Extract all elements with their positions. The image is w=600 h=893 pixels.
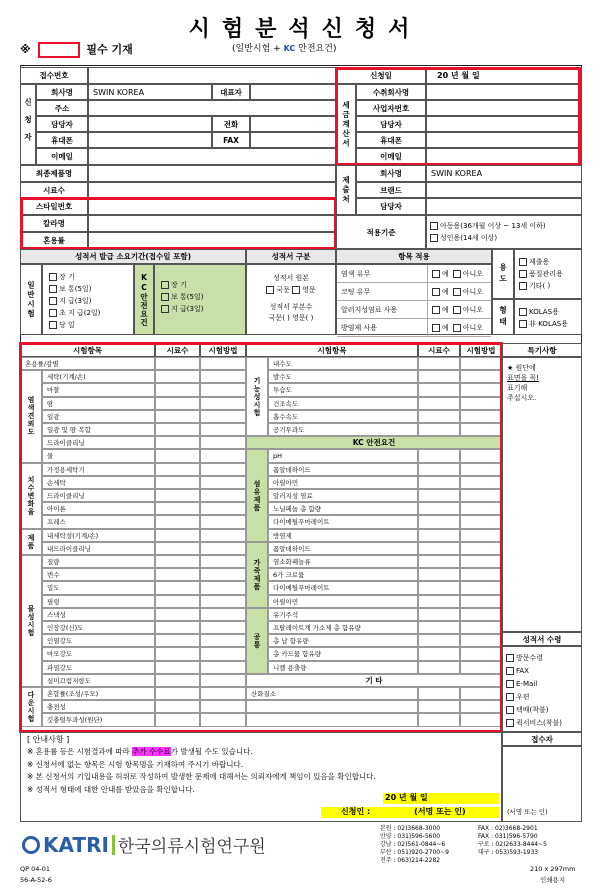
apply-item-row — [337, 265, 491, 283]
color-label: 칼라명 — [20, 215, 88, 232]
date-field[interactable]: 20 년 월 일 — [426, 67, 582, 84]
test-item-label: 파열강도 — [42, 661, 155, 674]
option-label: 퀵서비스(착불) — [516, 719, 563, 727]
invoice-required-box — [335, 67, 581, 166]
checkbox-icon — [49, 273, 57, 281]
checkbox-icon — [161, 281, 169, 289]
report-copies-label: 성적서 부본수 — [269, 303, 313, 311]
test-item-label: 내수도 — [268, 357, 418, 370]
reception-sign-box[interactable] — [502, 746, 582, 822]
test-item-label: 질량 — [42, 555, 155, 568]
test-item-label: 6가 크로뮴 — [268, 568, 418, 581]
option-label: 당 일 — [59, 321, 75, 329]
invoice-mobile-label: 휴대폰 — [356, 132, 426, 148]
reception-no-field[interactable] — [88, 67, 336, 84]
test-item-label: 혼합률(조성/우모) — [42, 687, 155, 700]
maker-manager-field[interactable] — [426, 198, 582, 215]
standard-options — [426, 215, 582, 249]
guide-line-2: ※ 신청서에 없는 항목은 시험 항목명을 기재하여 주시기 바랍니다. — [27, 759, 244, 769]
bizno-label: 사업자번호 — [356, 100, 426, 116]
usage-option-0[interactable] — [519, 258, 577, 266]
checkbox-icon — [519, 270, 527, 278]
test-item-label: 투습도 — [268, 383, 418, 396]
other-header: 기 타 — [246, 674, 502, 687]
invoice-manager-label: 담당자 — [356, 116, 426, 132]
kc-logo: KC — [283, 44, 296, 53]
kc-requirements-header: KC 안전요건 — [246, 436, 502, 449]
apply-no-option[interactable]: 아니오 — [453, 323, 483, 333]
maker-company-label: 회사명 — [356, 165, 426, 182]
apply-item-label: 염색 유무 — [337, 265, 428, 282]
receipt-options — [502, 646, 582, 732]
apply-item-row — [337, 301, 491, 319]
checkbox-icon — [432, 306, 440, 314]
right-item-header: 시험항목 — [246, 343, 418, 357]
apply-item-row — [337, 283, 491, 301]
test-item-label: 스낵성 — [42, 608, 155, 621]
checkbox-icon — [506, 719, 514, 727]
reception-header: 접수자 — [502, 732, 582, 746]
doc-code-2: 56-A-52-6 — [20, 876, 52, 884]
special-note-line: 주십시오. — [507, 394, 537, 402]
contact-line: 안양 : 031)596-5600 — [380, 833, 441, 840]
page-title: 시험분석신청서 — [188, 17, 422, 42]
paper-type: 인쇄용지 — [540, 876, 566, 884]
special-note-line: 표기해 — [507, 384, 528, 392]
brand-field[interactable] — [426, 182, 582, 198]
checkbox-icon — [430, 222, 438, 230]
apply-item-row — [337, 319, 491, 337]
date-label: 신청일 — [336, 67, 426, 84]
option-label: 장 기 — [171, 281, 187, 289]
brand-label: 브랜드 — [356, 182, 426, 198]
apply-items-box — [336, 264, 492, 335]
kc-period-option-1[interactable] — [161, 293, 239, 301]
final-product-label: 최종제품명 — [20, 165, 88, 182]
test-group-side: 염색견뢰도 — [20, 370, 42, 462]
fax-field[interactable] — [250, 132, 336, 148]
checkbox-icon — [49, 309, 57, 317]
test-item-label: 방염제 — [268, 529, 418, 542]
form-side: 형태 — [492, 299, 514, 335]
checkbox-icon — [432, 270, 440, 278]
apply-no-option[interactable]: 아니오 — [453, 305, 483, 315]
special-notes-header: 특기사항 — [502, 343, 582, 357]
test-item-label: 인열강도 — [42, 634, 155, 647]
general-period-option-1[interactable] — [49, 285, 127, 293]
usage-options — [514, 249, 582, 299]
checkbox-icon — [506, 680, 514, 688]
kc-period-options — [154, 264, 246, 335]
standard-adult-option[interactable]: 성인용(14세 이상) — [430, 234, 578, 242]
company-label: 회사명 — [36, 84, 88, 100]
mobile-label: 휴대폰 — [36, 132, 88, 148]
test-item-label: 번수 — [42, 568, 155, 581]
option-label: KOLAS용 — [529, 308, 559, 316]
option-label: FAX — [516, 667, 529, 675]
form-option-1[interactable] — [519, 320, 577, 328]
test-group-side: 물성시험 — [20, 555, 42, 687]
checkbox-icon — [49, 285, 57, 293]
required-note: ※ 필수 기재 — [20, 43, 133, 56]
option-label: 방문수령 — [516, 654, 544, 662]
report-type-header: 성적서 구분 — [246, 249, 336, 264]
test-item-label: 내세탁성(기계/손) — [42, 529, 155, 542]
checkbox-icon — [519, 308, 527, 316]
option-label: 초 지 급(2일) — [59, 309, 101, 317]
test-group-side: 치수변화율 — [20, 463, 42, 529]
option-label: 제출용 — [529, 258, 550, 266]
apply-yes-option[interactable]: 예 — [432, 287, 449, 297]
katri-logo: KATRI 한국의류시험연구원 — [22, 832, 266, 857]
fax-label: FAX — [212, 132, 250, 148]
checkbox-icon — [49, 321, 57, 329]
guide-line-1: ※ 혼용률 등은 시험결과에 따라 추가 수수료가 발생될 수도 있습니다. — [27, 747, 253, 756]
option-label: 보 통(5일) — [59, 285, 92, 293]
test-item-label: 혼용률/감별 — [20, 357, 155, 370]
checkbox-icon — [453, 270, 461, 278]
checkbox-icon — [266, 286, 274, 294]
style-no-label: 스타일번호 — [20, 198, 88, 215]
special-note-line: 표면을 꼭! — [507, 374, 540, 382]
test-item-label: 건조속도 — [268, 397, 418, 410]
contacts-right — [478, 826, 547, 858]
contact-line: 본원 : 02)3668-3000 — [380, 825, 441, 832]
test-item-label: 프레스 — [42, 515, 155, 528]
test-item-label: 일광 — [42, 410, 155, 423]
contact-line: FAX : 02)3668-2901 — [478, 825, 538, 832]
paper-size: 210 x 297mm — [530, 865, 576, 873]
test-item-label: 아릴아민 — [268, 595, 418, 608]
general-period-option-0[interactable] — [49, 273, 127, 281]
checkbox-icon — [519, 320, 527, 328]
right-method-header: 시험방법 — [460, 343, 502, 357]
final-product-field[interactable] — [88, 165, 336, 182]
test-group-side: 섬유제품 — [246, 449, 268, 541]
doc-code-1: QP 04-01 — [20, 865, 50, 873]
test-item-label: 노닐페놀 총 함량 — [268, 502, 418, 515]
test-item-label: 필링 — [42, 595, 155, 608]
test-group-side: 기능성시험 — [246, 357, 268, 436]
test-item-label: 드라이클리닝 — [42, 436, 155, 449]
test-item-label: 물 — [42, 449, 155, 462]
sample-count-field[interactable] — [88, 182, 336, 198]
test-item-label: 가정용세탁기 — [42, 463, 155, 476]
usage-option-2[interactable] — [519, 282, 577, 290]
test-item-label: 일광 및 땀 복합 — [42, 423, 155, 436]
checkbox-icon — [506, 667, 514, 675]
kc-period-option-0[interactable] — [161, 281, 239, 289]
option-label: 우편 — [516, 693, 530, 701]
address-label: 주소 — [36, 100, 88, 116]
guide-signature[interactable]: 신청인 : (서명 또는 인) — [321, 807, 499, 818]
general-period-option-4[interactable] — [49, 321, 127, 329]
option-label: 지 급(3일) — [59, 297, 92, 305]
reception-no-label: 접수번호 — [20, 67, 88, 84]
report-copies-field[interactable]: 국문( ) 영문( ) — [268, 314, 314, 322]
checkbox-icon — [432, 288, 440, 296]
guide-box — [20, 732, 502, 822]
contact-line: 대구 : 053)593-1933 — [478, 849, 539, 856]
test-item-label: 충전성 — [42, 700, 155, 713]
test-item-label: 아이론 — [42, 502, 155, 515]
special-notes-box[interactable] — [502, 357, 582, 632]
test-group-side: 공통 — [246, 608, 268, 674]
test-item-label: 마찰 — [42, 383, 155, 396]
guide-header: [ 안내사항 ] — [27, 735, 70, 744]
left-samples-header: 시료수 — [155, 343, 200, 357]
test-item-label: pH — [268, 449, 418, 462]
usage-option-1[interactable] — [519, 270, 577, 278]
general-test-side: 일반시험 — [20, 264, 42, 335]
test-item-label: 내드라이클리닝 — [42, 542, 155, 555]
apply-items-header: 항목 적용 — [336, 249, 492, 264]
test-item-label: 발수도 — [268, 370, 418, 383]
test-item-label: 깃충털투과성(원단) — [42, 713, 155, 726]
test-item-label: 공기투과도 — [268, 423, 418, 436]
mobile-field[interactable] — [88, 132, 212, 148]
checkbox-icon — [161, 305, 169, 313]
test-item-label: 마모강도 — [42, 647, 155, 660]
option-label: E-Mail — [516, 680, 538, 688]
test-item-label: 폼알데하이드 — [268, 463, 418, 476]
test-item-label: 밀도 — [42, 581, 155, 594]
address-field[interactable] — [88, 100, 336, 116]
apply-item-label: 알러지성염료 사용 — [337, 301, 428, 318]
general-period-option-2[interactable] — [49, 297, 127, 305]
kc-period-side: KC안전요건 — [134, 264, 154, 335]
test-item-label: 다이메틸푸마레이트 — [268, 581, 418, 594]
guide-line-4: ※ 성적서 형태에 대한 안내를 받았음을 확인합니다. — [27, 784, 195, 794]
checkbox-icon — [453, 324, 461, 332]
checkbox-icon — [519, 282, 527, 290]
guide-highlight: 추가 수수료 — [132, 747, 171, 756]
option-label: 품질관리용 — [529, 270, 563, 278]
reception-sign-label: (서명 또는 인) — [507, 807, 548, 816]
invoice-company-label: 수취회사명 — [356, 84, 426, 100]
style-required-box — [20, 197, 337, 250]
report-original-label: 성적서 원본 — [272, 274, 310, 282]
katri-logo-accent — [112, 835, 115, 855]
receipt-option-1[interactable] — [506, 667, 578, 675]
left-item-header: 시험항목 — [20, 343, 155, 357]
checkbox-icon — [292, 286, 300, 294]
apply-yes-option[interactable]: 예 — [432, 305, 449, 315]
invoice-side-label: 세금계산서 — [336, 84, 356, 165]
standard-label: 적용기준 — [336, 215, 426, 249]
apply-item-label: 방염제 사용 — [337, 319, 428, 336]
option-label: 기타( ) — [529, 282, 551, 290]
phone-field[interactable] — [250, 116, 336, 132]
required-red-box — [38, 42, 80, 58]
test-group-side: 다운시험 — [20, 687, 42, 727]
apply-item-label: 코팅 유무 — [337, 283, 428, 300]
receipt-header: 성적서 수령 — [502, 632, 582, 646]
checkbox-icon — [506, 693, 514, 701]
test-item-label: 땀 — [42, 397, 155, 410]
apply-no-option[interactable]: 아니오 — [453, 269, 483, 279]
test-item-label: 총 납 함유량 — [268, 634, 418, 647]
contact-line: FAX : 031)596-5790 — [478, 833, 538, 840]
period-header: 성적서 발급 소요기간(접수일 포함) — [20, 249, 246, 264]
test-item-label: 실미끄럼저항도 — [42, 674, 155, 687]
receipt-option-2[interactable] — [506, 680, 578, 688]
checkbox-icon — [49, 297, 57, 305]
ceo-field[interactable] — [250, 84, 336, 100]
test-item-label: 드라이클리닝 — [42, 489, 155, 502]
apply-yes-option[interactable]: 예 — [432, 323, 449, 333]
test-group-side: 가죽제품 — [246, 542, 268, 608]
test-item-label: 세탁(기계/손) — [42, 370, 155, 383]
special-note-line: ★ 원단에 — [507, 364, 536, 372]
ceo-label: 대표자 — [212, 84, 250, 100]
test-item-label: 염소화페놀류 — [268, 555, 418, 568]
manager-label: 담당자 — [36, 116, 88, 132]
guide-date[interactable]: 20 년 월 일 — [383, 793, 499, 804]
checkbox-icon — [453, 306, 461, 314]
report-korean-option[interactable]: 국문 — [266, 286, 290, 294]
tests-required-box — [19, 342, 503, 733]
report-type-box — [246, 264, 336, 335]
checkbox-icon — [161, 293, 169, 301]
subtitle: (일반시험 + KC 안전요건) — [232, 44, 337, 54]
option-label: 보 통(5일) — [171, 293, 204, 301]
guide-line-3: ※ 본 신청서의 기입내용을 허위로 작성하여 발생한 문제에 대해서는 의뢰자에게 책임이 있음을 확인합니다. — [27, 772, 376, 781]
test-item-label: 산화질소 — [246, 687, 418, 700]
kc-period-option-2[interactable] — [161, 305, 239, 313]
option-label: 택배(착불) — [516, 706, 549, 714]
general-period-options — [42, 264, 134, 335]
test-item-label: 손세탁 — [42, 476, 155, 489]
applicant-side-label: 신청자 — [20, 84, 36, 165]
contact-line: 구로 : 02)2633-8444~5 — [478, 841, 547, 848]
checkbox-icon — [432, 324, 440, 332]
left-method-header: 시험방법 — [200, 343, 246, 357]
test-item-label: 다이메틸푸마레이트 — [268, 515, 418, 528]
test-item-label: 니켈 용출량 — [268, 661, 418, 674]
test-item-label: 프탈레이트계 가소제 총 함유량 — [268, 621, 418, 634]
apply-no-option[interactable]: 아니오 — [453, 287, 483, 297]
apply-yes-option[interactable]: 예 — [432, 269, 449, 279]
test-item-label: 알러지성 염료 — [268, 489, 418, 502]
invoice-email-label: 이메일 — [356, 148, 426, 165]
receipt-option-5[interactable] — [506, 719, 578, 727]
contact-line: 전주 : 063)214-2282 — [380, 857, 441, 864]
right-samples-header: 시료수 — [418, 343, 460, 357]
maker-manager-label: 담당자 — [356, 198, 426, 215]
contact-line: 부산 : 051)920-2700~9 — [380, 849, 449, 856]
checkbox-icon — [430, 234, 438, 242]
email-field[interactable] — [88, 148, 336, 165]
standard-child-option[interactable]: 아동용(36개월 이상 ~ 13세 이하) — [430, 222, 578, 230]
contact-line: 강남 : 02)561-0844~6 — [380, 841, 446, 848]
test-item-label: 흡수속도 — [268, 410, 418, 423]
phone-label: 전화 — [212, 116, 250, 132]
email-label: 이메일 — [36, 148, 88, 165]
form-options — [514, 299, 582, 335]
checkbox-icon — [519, 258, 527, 266]
test-item-label: 아릴아민 — [268, 476, 418, 489]
receipt-option-4[interactable] — [506, 706, 578, 714]
manager-field[interactable] — [88, 116, 212, 132]
test-group-side: 제품 — [20, 529, 42, 555]
test-item-label: 총 카드뮴 함유량 — [268, 647, 418, 660]
usage-side: 용도 — [492, 249, 514, 299]
contacts-left — [380, 826, 449, 866]
checkbox-icon — [506, 706, 514, 714]
checkbox-icon — [453, 288, 461, 296]
test-item-label: 폼알데하이드 — [268, 542, 418, 555]
option-label: 장 기 — [59, 273, 75, 281]
general-period-option-3[interactable] — [49, 309, 127, 317]
sample-count-label: 시료수 — [20, 182, 88, 198]
test-item-label: 유기주석 — [268, 608, 418, 621]
receipt-option-3[interactable] — [506, 693, 578, 701]
maker-company-field[interactable]: SWIN KOREA — [426, 165, 582, 182]
test-item-label: 인장강(신)도 — [42, 621, 155, 634]
receipt-option-0[interactable] — [506, 654, 578, 662]
checkbox-icon — [506, 654, 514, 662]
report-english-option[interactable]: 영문 — [292, 286, 316, 294]
option-label: 지 급(3일) — [171, 305, 204, 313]
mixture-label: 혼용률 — [20, 232, 88, 249]
option-label: 非 KOLAS용 — [529, 320, 568, 328]
katri-logo-mark — [22, 836, 40, 854]
maker-side-label: 제출처 — [336, 165, 356, 215]
company-field[interactable]: SWIN KOREA — [88, 84, 212, 100]
form-option-0[interactable] — [519, 308, 577, 316]
